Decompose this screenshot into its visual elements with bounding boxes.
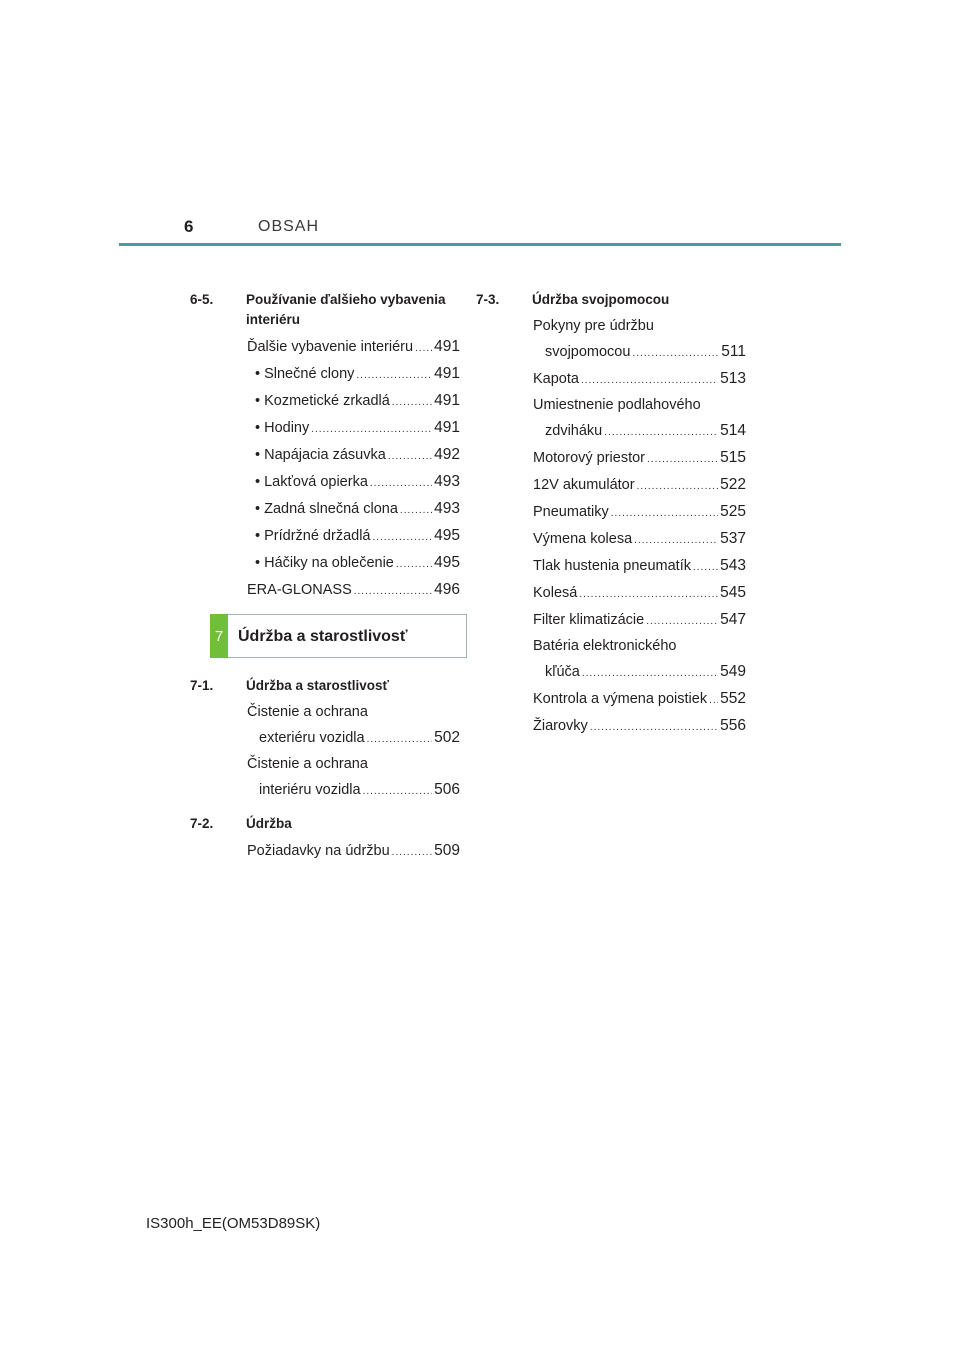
toc-entry-page: 547 — [720, 611, 746, 628]
toc-entry-label: ERA-GLONASS — [247, 582, 352, 598]
toc-entry-label: • Hodiny — [255, 420, 310, 436]
dot-leader — [581, 368, 718, 393]
dot-leader — [579, 582, 718, 607]
toc-entry[interactable] — [476, 445, 746, 472]
toc-entry-page: 495 — [434, 554, 460, 571]
toc-entry-page: 491 — [434, 419, 460, 436]
toc-entry-page: 506 — [434, 781, 460, 798]
toc-entry-row — [533, 659, 746, 686]
dot-leader — [611, 501, 718, 526]
dot-leader — [370, 471, 432, 496]
toc-entry[interactable] — [476, 580, 746, 607]
toc-entry-label: Pneumatiky — [533, 504, 609, 520]
toc-entry-label: 12V akumulátor — [533, 477, 635, 493]
toc-entry[interactable] — [190, 550, 460, 577]
toc-entry-page: 502 — [434, 729, 460, 746]
toc-entry[interactable] — [190, 577, 460, 604]
toc-right-column — [476, 286, 746, 740]
dot-leader — [693, 555, 718, 580]
toc-entry-label: • Lakťová opierka — [255, 474, 368, 490]
dot-leader — [582, 661, 718, 686]
toc-entry-page: 491 — [434, 392, 460, 409]
toc-entry[interactable] — [476, 472, 746, 499]
toc-entry-first-line: Čistenie a ochrana — [247, 756, 368, 772]
toc-entry-row — [533, 553, 746, 580]
dot-leader — [632, 341, 719, 366]
toc-entry-row — [247, 725, 460, 752]
chapter-number-tab: 7 — [210, 614, 228, 658]
toc-entry[interactable] — [190, 388, 460, 415]
toc-entry[interactable] — [476, 526, 746, 553]
toc-entry-label: Ďalšie vybavenie interiéru — [247, 339, 414, 355]
dot-leader — [396, 552, 432, 577]
toc-entry[interactable] — [190, 700, 460, 752]
dot-leader — [363, 779, 433, 804]
dot-leader — [373, 525, 433, 550]
toc-entry-page: 545 — [720, 584, 746, 601]
dot-leader — [634, 528, 718, 553]
toc-entry-row — [533, 472, 746, 499]
toc-entry[interactable] — [190, 523, 460, 550]
toc-entry[interactable] — [190, 415, 460, 442]
dot-leader — [392, 390, 432, 415]
section-title: Údržba a starostlivosť — [246, 678, 390, 693]
toc-entry-page: 514 — [720, 422, 746, 439]
toc-entry-row — [533, 607, 746, 634]
toc-entry-label: Požiadavky na údržbu — [247, 843, 390, 859]
toc-entry-label: Kolesá — [533, 585, 578, 601]
toc-entry-label: • Kozmetické zrkadlá — [255, 393, 390, 409]
toc-entry[interactable] — [190, 838, 460, 865]
toc-entry-row — [247, 838, 460, 865]
toc-entry-page: 491 — [434, 338, 460, 355]
toc-entry-row — [533, 580, 746, 607]
toc-entry-page: 525 — [720, 503, 746, 520]
section-number: 7-2. — [190, 816, 214, 831]
toc-entry-first-line: Pokyny pre údržbu — [533, 318, 654, 334]
toc-entry-row — [255, 469, 460, 496]
dot-leader — [709, 688, 718, 713]
toc-entry-page: 493 — [434, 500, 460, 517]
toc-entry-page: 509 — [434, 842, 460, 859]
section-number: 7-1. — [190, 678, 214, 693]
dot-leader — [646, 609, 718, 634]
chapter-title: Údržba a starostlivosť — [238, 627, 408, 645]
toc-entry-page: 543 — [720, 557, 746, 574]
toc-entry-page: 549 — [720, 663, 746, 680]
toc-entry-row — [533, 445, 746, 472]
toc-entry-label: • Háčiky na oblečenie — [255, 555, 394, 571]
toc-entry-page: 556 — [720, 717, 746, 734]
toc-entry-label: • Napájacia zásuvka — [255, 447, 386, 463]
dot-leader — [590, 715, 718, 740]
toc-entry-page: 537 — [720, 530, 746, 547]
dot-leader — [400, 498, 432, 523]
dot-leader — [637, 474, 719, 499]
toc-list-7-3 — [476, 314, 746, 740]
section-heading-6-5 — [190, 290, 460, 330]
toc-entry-label: exteriéru vozidla — [259, 730, 365, 746]
toc-entry-row — [533, 418, 746, 445]
toc-entry-row — [533, 366, 746, 393]
document-code: IS300h_EE(OM53D89SK) — [146, 1215, 321, 1232]
section-number: 6-5. — [190, 292, 214, 307]
toc-entry-first-line: Umiestnenie podlahového — [533, 397, 701, 413]
dot-leader — [388, 444, 432, 469]
toc-entry-page: 491 — [434, 365, 460, 382]
section-title: Používanie ďalšieho vybavenia interiéru — [246, 292, 446, 327]
toc-list-6-5 — [190, 334, 460, 604]
page-header — [0, 0, 960, 250]
toc-entry-first-line: Batéria elektronického — [533, 638, 677, 654]
toc-entry-label: • Prídržné držadlá — [255, 528, 371, 544]
toc-entry-row — [533, 339, 746, 366]
toc-entry-label: interiéru vozidla — [259, 782, 361, 798]
toc-entry[interactable] — [476, 686, 746, 713]
toc-entry[interactable] — [476, 553, 746, 580]
toc-entry-page: 522 — [720, 476, 746, 493]
toc-entry-first-line: Čistenie a ochrana — [247, 704, 368, 720]
toc-entry-row — [533, 526, 746, 553]
dot-leader — [604, 420, 718, 445]
dot-leader — [392, 840, 432, 865]
toc-entry-page: 515 — [720, 449, 746, 466]
section-heading-7-2 — [190, 814, 460, 834]
toc-entry[interactable] — [476, 393, 746, 445]
toc-entry[interactable] — [476, 713, 746, 740]
toc-entry[interactable] — [476, 607, 746, 634]
section-title: Údržba — [246, 816, 292, 831]
toc-entry-label: • Zadná slnečná clona — [255, 501, 398, 517]
section-heading-7-1 — [190, 676, 460, 696]
toc-entry[interactable] — [190, 752, 460, 804]
toc-entry-row — [533, 713, 746, 740]
dot-leader — [356, 363, 432, 388]
toc-entry-label: Tlak hustenia pneumatík — [533, 558, 691, 574]
dot-leader — [311, 417, 432, 442]
toc-entry-row — [255, 388, 460, 415]
toc-entry[interactable] — [476, 634, 746, 686]
toc-entry-page: 493 — [434, 473, 460, 490]
chapter-banner — [210, 614, 467, 658]
toc-entry-row — [255, 415, 460, 442]
toc-entry-page: 511 — [721, 343, 746, 360]
page-title: OBSAH — [258, 218, 320, 235]
toc-entry-label: Filter klimatizácie — [533, 612, 645, 628]
section-title: Údržba svojpomocou — [532, 292, 670, 307]
toc-entry-page: 495 — [434, 527, 460, 544]
dot-leader — [647, 447, 718, 472]
toc-entry-row — [255, 442, 460, 469]
toc-entry-page: 513 — [720, 370, 746, 387]
toc-entry[interactable] — [476, 366, 746, 393]
toc-entry-label: Výmena kolesa — [533, 531, 633, 547]
toc-entry-row — [255, 361, 460, 388]
toc-entry-row — [247, 777, 460, 804]
toc-entry-row — [533, 686, 746, 713]
dot-leader — [354, 579, 432, 604]
toc-entry[interactable] — [190, 496, 460, 523]
toc-entry-label: Kontrola a výmena poistiek — [533, 691, 708, 707]
toc-entry-row — [255, 523, 460, 550]
section-heading-7-3 — [476, 290, 746, 310]
toc-entry[interactable] — [476, 314, 746, 366]
toc-entry-label: • Slnečné clony — [255, 366, 355, 382]
toc-entry-label: Kapota — [533, 371, 579, 387]
toc-entry-row — [247, 577, 460, 604]
toc-entry-row — [255, 550, 460, 577]
toc-list-7-1 — [190, 700, 460, 804]
toc-entry[interactable] — [190, 361, 460, 388]
toc-left-column — [190, 286, 460, 865]
toc-entry-label: zdviháku — [545, 423, 603, 439]
dot-leader — [367, 727, 433, 752]
toc-entry-label: kľúča — [545, 664, 580, 680]
header-divider — [119, 243, 841, 246]
toc-entry[interactable] — [190, 334, 460, 361]
toc-entry-label: svojpomocou — [545, 344, 631, 360]
toc-entry-label: Žiarovky — [533, 718, 588, 734]
page-number: 6 — [184, 217, 194, 236]
dot-leader — [415, 336, 432, 361]
toc-entry-page: 552 — [720, 690, 746, 707]
toc-entry[interactable] — [190, 469, 460, 496]
toc-entry-label: Motorový priestor — [533, 450, 646, 466]
toc-entry-row — [533, 499, 746, 526]
toc-list-7-2 — [190, 838, 460, 865]
toc-entry-page: 496 — [434, 581, 460, 598]
toc-entry[interactable] — [476, 499, 746, 526]
toc-entry[interactable] — [190, 442, 460, 469]
toc-entry-row — [255, 496, 460, 523]
section-number: 7-3. — [476, 292, 500, 307]
toc-entry-row — [247, 334, 460, 361]
toc-entry-page: 492 — [434, 446, 460, 463]
